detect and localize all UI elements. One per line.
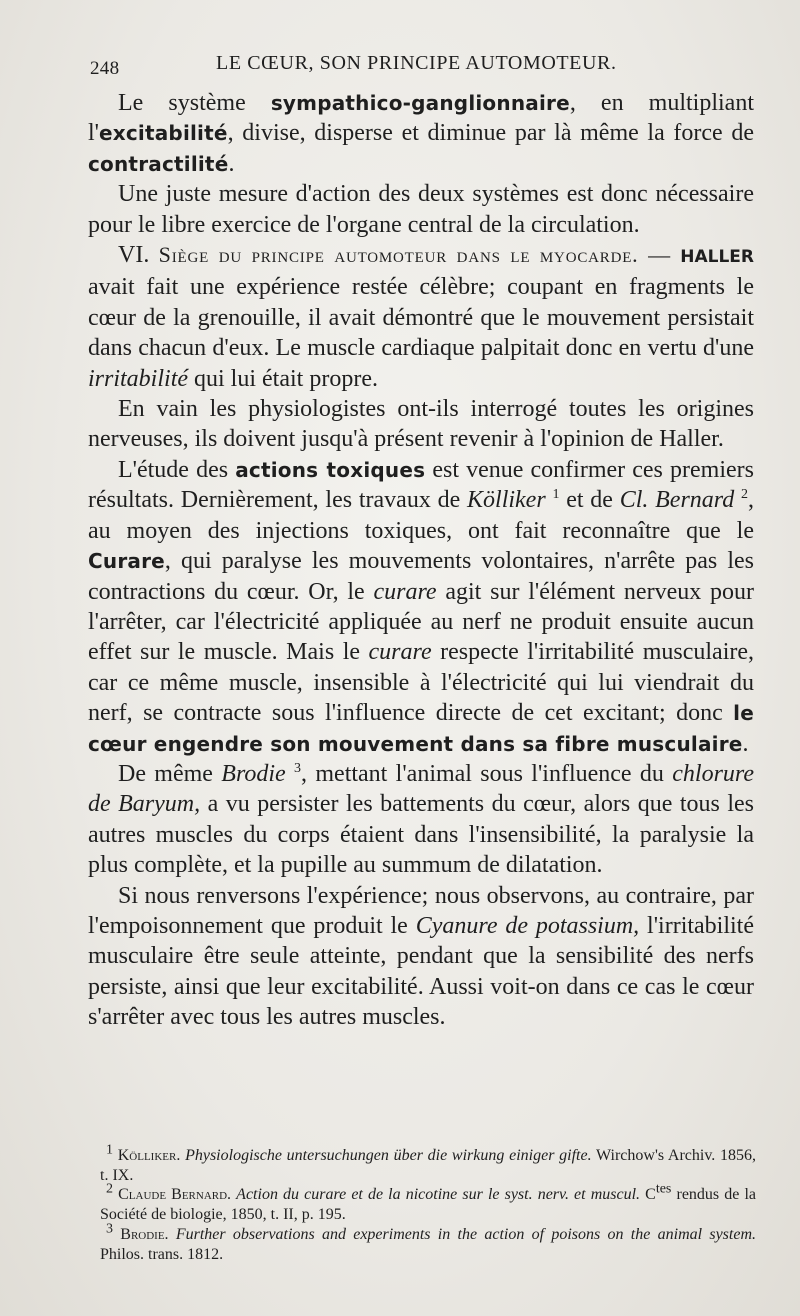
page-number: 248 (90, 58, 120, 79)
text-span: , divise, disperse et diminue par là même la force de (227, 120, 754, 147)
text-span: agit sur l'élément nerveux pour l'arrêter, car l'électricité appliquée au nerf ne produit ensuite aucun effet sur le muscle. Mais le (88, 578, 754, 666)
footnote-title: Further observations and experiments in the action of poisons on the animal system. (175, 1225, 757, 1243)
text-span: . (742, 730, 749, 757)
italic-term: irritabilité (88, 365, 189, 392)
footnote-title: Physiologische untersuchungen über die wirkung einiger gifte. (185, 1147, 592, 1164)
paragraph-7 (88, 881, 754, 1033)
author-name: HALLER (680, 247, 755, 268)
page-header (90, 52, 750, 82)
italic-term: curare (373, 578, 437, 605)
text-span: , au moyen des injections toxiques, ont fait reconnaître que le (88, 487, 755, 544)
footnote-source: rendus de la Société de biologie, 1850, t. II, p. 195. (100, 1186, 757, 1224)
bold-term: sympathico-ganglionnaire (270, 91, 570, 115)
paragraph-4: En vain les physiologistes ont-ils interrogé toutes les origines nerveuses, ils doivent jusqu'à présent revenir à l'opinion de Haller. (88, 396, 754, 453)
text-span: et de (559, 487, 620, 514)
running-head: LE CŒUR, SON PRINCIPE AUTOMOTEUR. (216, 52, 617, 74)
text-span: , mettant l'animal sous l'influence du (301, 760, 673, 787)
text-span: De même (118, 760, 222, 787)
footnote-1 (100, 1142, 757, 1185)
bold-term: excitabilité (99, 121, 228, 146)
italic-term: Cl. Bernard (619, 487, 735, 514)
footnote-ref: 3 (294, 760, 302, 776)
footnote-ref: 1 (552, 487, 560, 503)
italic-term: Kölliker (467, 487, 546, 514)
footnote-mark: 1 (106, 1142, 113, 1158)
footnote-ref: 2 (741, 487, 749, 503)
paragraph-3 (88, 240, 754, 394)
text-span: L'étude des (118, 456, 236, 483)
text-span: Si nous renversons l'expérience; nous observons, au contraire, par l'empoisonnement que produit le (88, 882, 754, 939)
text-span: avait fait une expérience restée célèbre; coupant en fragments le cœur de la grenouille, il avait démontré que le mouvement persistait dans chacun d'eux. Le muscle cardiaque palpitait donc en vertu d'une (88, 274, 754, 362)
body-text (88, 88, 754, 1033)
footnote-author: Brodie. (120, 1225, 169, 1243)
paragraph-1 (88, 88, 754, 179)
text-span: . (228, 150, 235, 177)
italic-term: Brodie (221, 760, 286, 787)
footnote-mark: 3 (106, 1221, 113, 1237)
section-number: VI. (118, 242, 159, 269)
text-span: l'irritabilité musculaire être seule atteinte, pendant que la sensibilité des nerfs persiste, ainsi que leur excitabilité. Aussi voit-on dans ce cas le cœur s'arrêter avec tous les autres muscles. (88, 912, 755, 1031)
paragraph-2: Une juste mesure d'action des deux systèmes est donc nécessaire pour le libre exercice de l'organe central de la circulation. (88, 181, 754, 238)
italic-term: Cyanure de potassium, (415, 912, 640, 939)
text-span: , qui paralyse les mouvements volontaires, n'arrête pas les contractions du cœur. Or, le (88, 548, 754, 605)
text-span: respecte l'irritabilité musculaire, car ce même muscle, insensible à l'électricité qui lui viendrait du nerf, se contracte sous l'influence directe de cet excitant; donc (88, 639, 755, 727)
bold-term: contractilité (88, 151, 229, 176)
section-title: Siège du principe automoteur dans le myocarde. — (158, 242, 671, 268)
footnotes (100, 1142, 757, 1264)
text-span: a vu persister les battements du cœur, alors que tous les autres muscles du corps étaient dans l'insensibilité, la paralysie la plus complète, et la pupille au summum de dilatation. (88, 791, 754, 879)
footnote-author: Claude Bernard. (118, 1186, 232, 1204)
footnote-title: Action du curare et de la nicotine sur le syst. nerv. et muscul. (236, 1186, 641, 1204)
bold-term: Curare (88, 549, 165, 574)
bold-term: actions toxiques (235, 457, 426, 482)
italic-term: chlorure de Baryum, (88, 760, 755, 818)
footnote-source-sup: tes (655, 1182, 672, 1198)
footnote-mark: 2 (106, 1182, 113, 1198)
footnote-2 (100, 1182, 757, 1224)
text-span: qui lui était propre. (188, 365, 378, 392)
italic-term: curare (368, 639, 432, 666)
footnote-source: Wirchow's Archiv. 1856, t. IX. (100, 1147, 757, 1184)
text-span: est venue confirmer ces premiers résultats. Dernièrement, les travaux de (88, 456, 754, 514)
footnote-source: Philos. trans. 1812. (100, 1245, 224, 1263)
footnote-3 (100, 1221, 757, 1264)
text-span: Le système (118, 90, 271, 116)
text-span: , en multipliant l' (88, 90, 754, 147)
footnote-source-prefix: C (645, 1186, 656, 1204)
paragraph-6 (88, 759, 754, 881)
paragraph-5 (88, 455, 754, 759)
footnote-author: Kölliker. (117, 1147, 181, 1164)
bold-term: le cœur engendre son mouvement dans sa fibre musculaire (88, 701, 754, 756)
